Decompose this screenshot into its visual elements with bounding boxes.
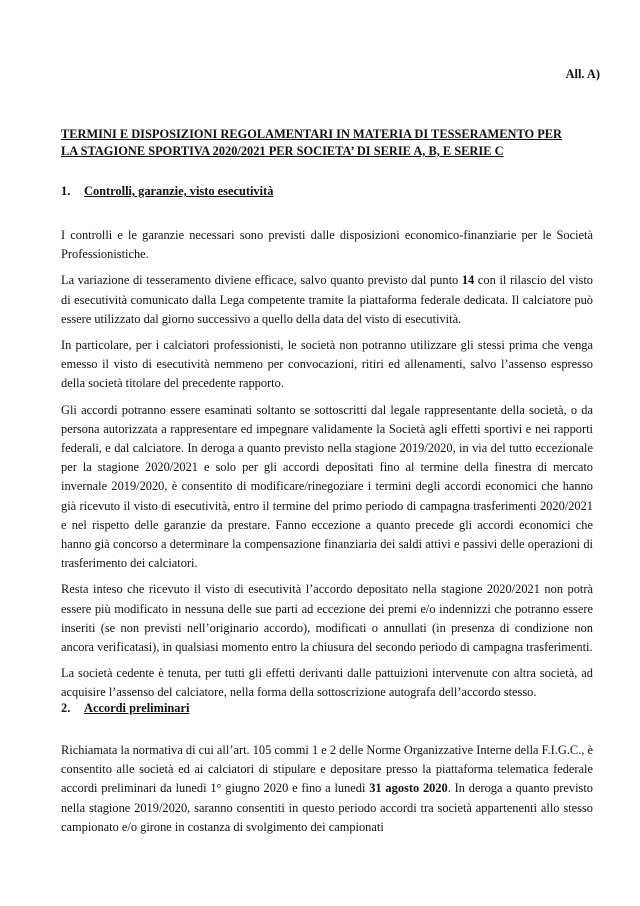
section-1-paragraph-6: La società cedente è tenuta, per tutti gli effetti derivanti dalle pattuizioni intervenute con altra società, ad acquisire l’assenso del calciatore, nella forma della sottoscrizione autografa dell’accordo stesso. [61, 666, 593, 700]
section-2-paragraph-1: Richiamata la normativa di cui all’art. 105 commi 1 e 2 delle Norme Organizzative Interne della F.I.G.C., è consentito alle società ed ai calciatori di stipulare e depositare presso la piattaforma telematica federale accordi preliminari da lunedì 1° giugno 2020 e fino a lunedì 31 agosto 2020. In deroga a quanto previsto nella stagione 2019/2020, saranno consentiti in questo periodo accordi tra società appartenenti allo stesso campionato e/o girone in costanza di svolgimento dei campionati [61, 743, 593, 834]
section-2-title: Accordi preliminari [84, 701, 190, 715]
point-reference: 14 [461, 273, 475, 288]
section-1-body [61, 226, 593, 710]
title-line-1: TERMINI E DISPOSIZIONI REGOLAMENTARI IN MATERIA DI TESSERAMENTO PER [61, 127, 562, 141]
section-1-paragraph-5: Resta inteso che ricevuto il visto di esecutività l’accordo depositato nella stagione 2020/2021 non potrà essere più modificato in nessuna delle sue parti ad eccezione dei premi e/o indennizzi che potranno essere inseriti (se non previsti nell’originario accordo), modificati o annullati (in presenza di condizione non ancora verificatasi), in qualsiasi momento entro la chiusura del secondo periodo di campagna trasferimenti. [61, 582, 593, 655]
section-1-number: 1. [61, 184, 71, 198]
title-line-2: LA STAGIONE SPORTIVA 2020/2021 PER SOCIETA’ DI SERIE A, B, E SERIE C [61, 144, 504, 158]
section-1-paragraph-1: I controlli e le garanzie necessari sono previsti dalle disposizioni economico-finanziarie per le Società Professionistiche. [61, 228, 593, 262]
annex-label: All. A) [565, 67, 600, 81]
section-2-number: 2. [61, 701, 71, 715]
section-1-title: Controlli, garanzie, visto esecutività [84, 184, 274, 198]
document-title [61, 126, 593, 160]
section-2-body [61, 741, 593, 844]
section-1-paragraph-3: In particolare, per i calciatori professionisti, le società non potranno utilizzare gli stessi prima che venga emesso il visto di esecutività nemmeno per convocazioni, ritiri ed allenamenti, salvo l’assenso espresso della società titolare del precedente rapporto. [61, 338, 593, 391]
section-1-heading [61, 182, 273, 201]
deadline-date: 31 agosto 2020 [369, 781, 448, 796]
section-2-heading [61, 699, 189, 718]
section-1-paragraph-4: Gli accordi potranno essere esaminati soltanto se sottoscritti dal legale rappresentante della società, o da persona autorizzata a rappresentare ed impegnare validamente la Società agli effetti sportivi e nei rapporti federali, e dal calciatore. In deroga a quanto previsto nella stagione 2019/2020, in via del tutto eccezionale per la stagione 2020/2021 e solo per gli accordi depositati fino al termine della finestra di mercato invernale 2019/2020, è consentito di modificare/rinegoziare i termini degli accordi economici che hanno già ricevuto il visto di esecutività, entro il termine del primo periodo di campagna trasferimenti 2020/2021 e nel rispetto delle garanzie da prestare. Fanno eccezione a quanto precede gli accordi economici che hanno già concorso a determinare la compensazione finanziaria dei saldi attivi e passivi delle operazioni di trasferimento dei calciatori. [61, 402, 593, 571]
section-1-paragraph-2: La variazione di tesseramento diviene efficace, salvo quanto previsto dal punto 14 con il rilascio del visto di esecutività comunicato dalla Lega competente tramite la piattaforma federale dedicata. Il calciatore può essere utilizzato dal giorno successivo a quello della data del visto di esecutività. [61, 273, 593, 326]
